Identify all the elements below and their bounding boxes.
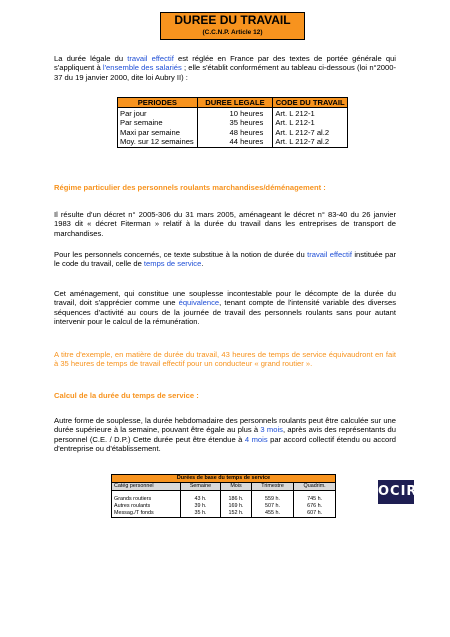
column-header: Mois [221, 483, 252, 491]
link-travail-effectif-2[interactable]: travail effectif [307, 250, 352, 259]
section-heading-regime: Régime particulier des personnels roulants marchandises/déménagement : [54, 183, 326, 192]
amenagement-paragraph: Cet aménagement, qui constitue une souplesse incontestable pour le décompte de la durée du travail, doit s'apprécier comme une équivalence, tenant compte de l'intensité variable des diverses séquences d'activité au cours de la journée de travail des personnels roulants sans pour autant intervenir pour le calcul de la rémunération. [54, 289, 396, 327]
page-subtitle: (C.C.N.P. Article 12) [202, 29, 263, 36]
table-row: Par jour 10 heures Art. L 212-1 [118, 108, 348, 119]
title-box [160, 12, 305, 40]
table-row: Maxi par semaine 48 heures Art. L 212-7 al.2 [118, 128, 348, 137]
ocir-logo [378, 480, 416, 522]
column-header: Quadrim. [294, 483, 336, 491]
page-title: DUREE DU TRAVAIL [174, 13, 291, 27]
logo-badge: OCIR [378, 480, 414, 504]
souplesse-paragraph: Autre forme de souplesse, la durée hebdomadaire des personnels roulants peut être calculée sur une durée supérieure à la semaine, pouvant être égale au plus à 3 mois, après avis des représentants du personnel (C.E. / D.P.) Cette durée peut être étendue à 4 mois par accord collectif étendu ou accord d'entreprise ou d'établissement. [54, 416, 396, 454]
link-4-mois[interactable]: 4 mois [244, 434, 268, 444]
base-duration-table [111, 474, 336, 518]
table-row: Messag./T fonds 35 h. 152 h. 455 h. 607 h. [112, 510, 336, 518]
column-header: DUREE LEGALE [197, 98, 273, 108]
column-header: Catég personnel [112, 483, 181, 491]
decret-paragraph: Il résulte d'un décret n° 2005-306 du 31 mars 2005, aménageant le décret n° 83-40 du 26 janvier 1983 dit « décret Fiterman » relatif à la durée du travail dans les entreprises de transport de marchandises. [54, 210, 396, 238]
table-row: Par semaine 35 heures Art. L 212-1 [118, 118, 348, 127]
link-3-mois[interactable]: 3 mois [260, 425, 283, 435]
table-row: Moy. sur 12 semaines 44 heures Art. L 212-7 al.2 [118, 137, 348, 148]
column-header: PERIODES [118, 98, 198, 108]
link-temps-de-service[interactable]: temps de service [143, 259, 202, 269]
column-header: Semaine [180, 483, 220, 491]
personnels-paragraph: Pour les personnels concernés, ce texte substitue à la notion de durée du travail effectif instituée par le code du travail, celle de temps de service. [54, 250, 396, 269]
legal-duration-table [117, 97, 348, 148]
table-row: Autres roulants 39 h. 169 h. 507 h. 676 h. [112, 503, 336, 510]
table-row: Grands routiers 43 h. 186 h. 559 h. 745 h. [112, 496, 336, 503]
section-heading-calcul: Calcul de la durée du temps de service : [54, 391, 199, 400]
table-caption: Durées de base du temps de service [112, 475, 336, 483]
example-paragraph: A titre d'exemple, en matière de durée du travail, 43 heures de temps de service équivaudront en fait à 35 heures de temps de travail effectif pour un conducteur « grand routier ». [54, 350, 396, 369]
column-header: CODE DU TRAVAIL [273, 98, 348, 108]
link-equivalence[interactable]: équivalence [178, 298, 220, 308]
column-header: Trimestre [251, 483, 293, 491]
link-ensemble-salaries[interactable]: l'ensemble des salariés [102, 63, 182, 73]
link-travail-effectif[interactable]: travail effectif [127, 54, 174, 63]
intro-paragraph: La durée légale du travail effectif est réglée en France par des textes de portée générale qui s'appliquent à l'ensemble des salariés ; elle s'établit conformément au tableau ci-dessous (loi n°2000-37 du 19 janvier 2000, dite loi Aubry II) : [54, 54, 396, 82]
